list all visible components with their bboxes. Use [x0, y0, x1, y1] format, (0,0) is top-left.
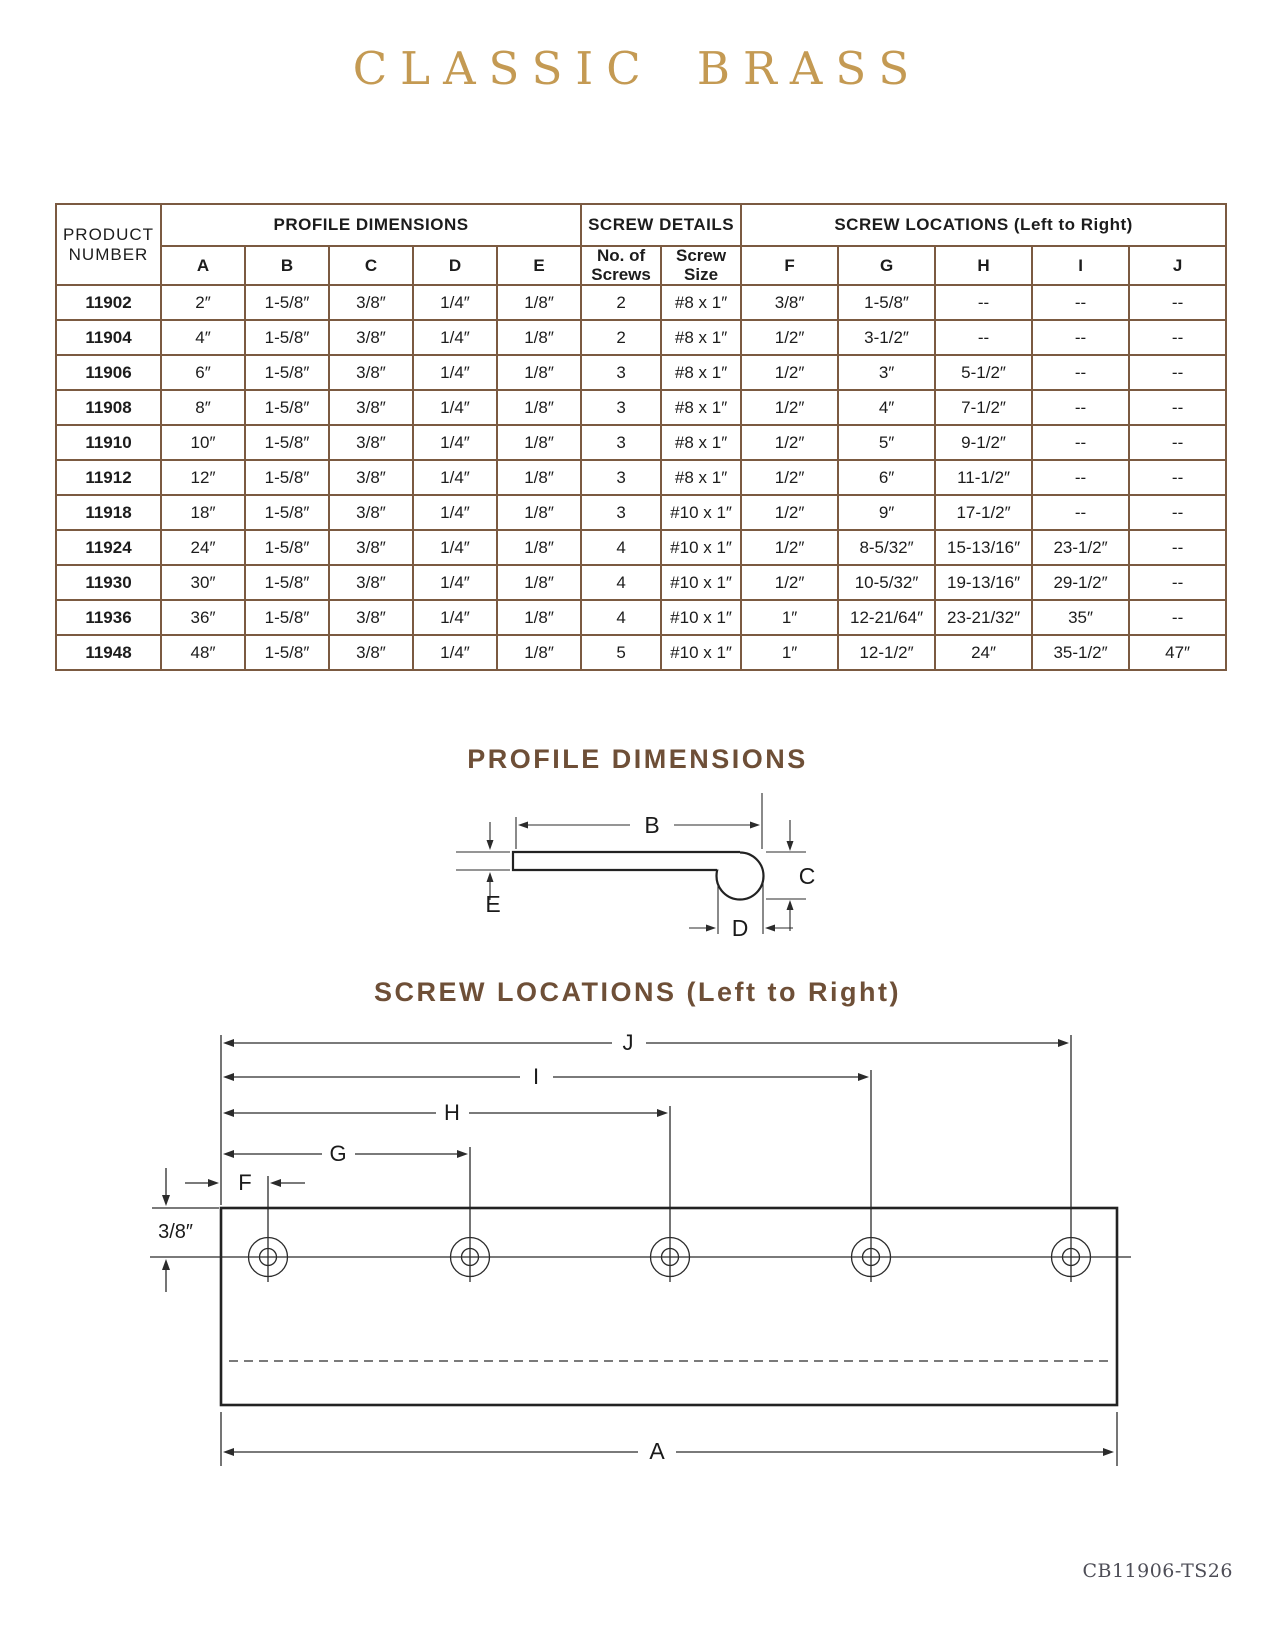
- offset-dim-label: 3/8″: [158, 1221, 193, 1243]
- cell-dim-a: 10″: [161, 425, 245, 460]
- cell-loc-g: 3-1/2″: [838, 320, 935, 355]
- cell-loc-j: --: [1129, 495, 1226, 530]
- cell-loc-h: 19-13/16″: [935, 565, 1032, 600]
- h-arrow-right: [657, 1109, 668, 1117]
- cell-screw-size: #10 x 1″: [661, 600, 741, 635]
- cell-dim-d: 1/4″: [413, 530, 497, 565]
- cell-product-number: 11910: [56, 425, 161, 460]
- cell-dim-c: 3/8″: [329, 390, 413, 425]
- cell-no-of-screws: 5: [581, 635, 661, 670]
- d-arrow-left: [765, 925, 775, 932]
- column-header-no-of-screws: [581, 246, 661, 285]
- cell-loc-h: 23-21/32″: [935, 600, 1032, 635]
- cell-product-number: 11918: [56, 495, 161, 530]
- brand-title: CLASSIC BRASS: [352, 42, 923, 95]
- e-arrow-down: [487, 840, 494, 850]
- table-row: [56, 390, 1226, 425]
- cell-loc-g: 1-5/8″: [838, 285, 935, 320]
- product-header-line1: PRODUCT: [62, 225, 155, 245]
- cell-dim-e: 1/8″: [497, 355, 581, 390]
- cell-loc-j: --: [1129, 460, 1226, 495]
- table-column-header-row: [56, 246, 1226, 285]
- j-arrow-left: [223, 1039, 234, 1047]
- cell-dim-e: 1/8″: [497, 320, 581, 355]
- cell-screw-size: #10 x 1″: [661, 635, 741, 670]
- cell-product-number: 11948: [56, 635, 161, 670]
- cell-dim-d: 1/4″: [413, 320, 497, 355]
- cell-dim-d: 1/4″: [413, 600, 497, 635]
- column-header-c: C: [329, 246, 413, 285]
- cell-loc-j: --: [1129, 285, 1226, 320]
- table-row: [56, 530, 1226, 565]
- b-arrow-right: [750, 822, 760, 829]
- offset-arrow-up: [162, 1259, 170, 1270]
- spec-table-container: [55, 203, 1227, 671]
- column-header-j: J: [1129, 246, 1226, 285]
- cell-loc-h: 17-1/2″: [935, 495, 1032, 530]
- cell-dim-d: 1/4″: [413, 460, 497, 495]
- cell-dim-a: 30″: [161, 565, 245, 600]
- cell-product-number: 11906: [56, 355, 161, 390]
- column-header-b: B: [245, 246, 329, 285]
- cell-loc-f: 1/2″: [741, 425, 838, 460]
- cell-loc-i: --: [1032, 355, 1129, 390]
- cell-dim-c: 3/8″: [329, 495, 413, 530]
- cell-loc-i: --: [1032, 460, 1129, 495]
- table-group-header-row: [56, 204, 1226, 246]
- b-arrow-left: [518, 822, 528, 829]
- column-header-h: H: [935, 246, 1032, 285]
- d-arrow-right: [706, 925, 716, 932]
- screw-dim-h-label: H: [444, 1100, 460, 1125]
- cell-dim-b: 1-5/8″: [245, 565, 329, 600]
- cell-dim-a: 48″: [161, 635, 245, 670]
- cell-loc-g: 6″: [838, 460, 935, 495]
- cell-dim-c: 3/8″: [329, 635, 413, 670]
- table-row: [56, 600, 1226, 635]
- cell-screw-size: #8 x 1″: [661, 425, 741, 460]
- cell-dim-b: 1-5/8″: [245, 635, 329, 670]
- cell-no-of-screws: 3: [581, 495, 661, 530]
- table-row: [56, 565, 1226, 600]
- cell-dim-b: 1-5/8″: [245, 495, 329, 530]
- cell-loc-g: 12-21/64″: [838, 600, 935, 635]
- profile-dim-e-label: E: [485, 891, 501, 917]
- cell-dim-b: 1-5/8″: [245, 285, 329, 320]
- cell-loc-g: 8-5/32″: [838, 530, 935, 565]
- cell-dim-a: 8″: [161, 390, 245, 425]
- cell-loc-j: --: [1129, 565, 1226, 600]
- cell-screw-size: #8 x 1″: [661, 285, 741, 320]
- cell-loc-h: 15-13/16″: [935, 530, 1032, 565]
- cell-dim-e: 1/8″: [497, 600, 581, 635]
- cell-dim-d: 1/4″: [413, 635, 497, 670]
- cell-product-number: 11908: [56, 390, 161, 425]
- cell-dim-d: 1/4″: [413, 565, 497, 600]
- profile-strip-fill: [513, 853, 740, 870]
- profile-dimensions-title: PROFILE DIMENSIONS: [467, 744, 808, 774]
- table-row: [56, 460, 1226, 495]
- cell-loc-j: --: [1129, 600, 1226, 635]
- e-arrow-up: [487, 872, 494, 882]
- cell-screw-size: #8 x 1″: [661, 460, 741, 495]
- screw-locations-title: SCREW LOCATIONS (Left to Right): [374, 977, 901, 1007]
- cell-loc-g: 3″: [838, 355, 935, 390]
- cell-loc-g: 9″: [838, 495, 935, 530]
- cell-loc-g: 4″: [838, 390, 935, 425]
- cell-dim-a: 36″: [161, 600, 245, 635]
- column-header-a: A: [161, 246, 245, 285]
- spec-table: [55, 203, 1227, 671]
- c-arrow-down: [787, 841, 794, 851]
- cell-loc-i: --: [1032, 285, 1129, 320]
- screw-dim-f-label: F: [238, 1170, 252, 1195]
- screw-dim-g-label: G: [329, 1141, 347, 1166]
- cell-product-number: 11930: [56, 565, 161, 600]
- cell-dim-c: 3/8″: [329, 600, 413, 635]
- profile-dim-c-label: C: [798, 863, 816, 889]
- cell-loc-j: --: [1129, 355, 1226, 390]
- cell-loc-i: --: [1032, 425, 1129, 460]
- table-row: [56, 285, 1226, 320]
- cell-dim-c: 3/8″: [329, 460, 413, 495]
- table-row: [56, 495, 1226, 530]
- cell-screw-size: #8 x 1″: [661, 390, 741, 425]
- column-header-g: G: [838, 246, 935, 285]
- cell-loc-j: --: [1129, 390, 1226, 425]
- j-arrow-right: [1058, 1039, 1069, 1047]
- column-header-f: F: [741, 246, 838, 285]
- cell-no-of-screws: 3: [581, 460, 661, 495]
- cell-dim-a: 6″: [161, 355, 245, 390]
- group-header-profile-dimensions: PROFILE DIMENSIONS: [161, 204, 581, 246]
- cell-dim-b: 1-5/8″: [245, 390, 329, 425]
- cell-product-number: 11912: [56, 460, 161, 495]
- profile-dim-d-label: D: [731, 915, 749, 941]
- cell-screw-size: #10 x 1″: [661, 565, 741, 600]
- cell-dim-d: 1/4″: [413, 355, 497, 390]
- cell-loc-f: 3/8″: [741, 285, 838, 320]
- cell-loc-i: 35-1/2″: [1032, 635, 1129, 670]
- h-arrow-left: [223, 1109, 234, 1117]
- column-header-screw-size: [661, 246, 741, 285]
- cell-loc-h: --: [935, 285, 1032, 320]
- cell-screw-size: #8 x 1″: [661, 355, 741, 390]
- cell-dim-a: 18″: [161, 495, 245, 530]
- cell-loc-i: 35″: [1032, 600, 1129, 635]
- cell-dim-e: 1/8″: [497, 425, 581, 460]
- cell-dim-b: 1-5/8″: [245, 460, 329, 495]
- cell-dim-e: 1/8″: [497, 530, 581, 565]
- cell-dim-c: 3/8″: [329, 355, 413, 390]
- product-header-line2: NUMBER: [68, 244, 149, 264]
- cell-dim-d: 1/4″: [413, 425, 497, 460]
- cell-dim-a: 24″: [161, 530, 245, 565]
- cell-loc-h: 7-1/2″: [935, 390, 1032, 425]
- i-arrow-right: [858, 1073, 869, 1081]
- cell-loc-g: 12-1/2″: [838, 635, 935, 670]
- cell-dim-d: 1/4″: [413, 285, 497, 320]
- column-header-e: E: [497, 246, 581, 285]
- cell-product-number: 11936: [56, 600, 161, 635]
- cell-loc-f: 1/2″: [741, 390, 838, 425]
- cell-screw-size: #10 x 1″: [661, 530, 741, 565]
- cell-dim-b: 1-5/8″: [245, 355, 329, 390]
- a-arrow-right: [1103, 1448, 1114, 1456]
- cell-loc-f: 1″: [741, 600, 838, 635]
- cell-loc-i: --: [1032, 320, 1129, 355]
- cell-loc-j: 47″: [1129, 635, 1226, 670]
- cell-loc-f: 1/2″: [741, 460, 838, 495]
- cell-loc-j: --: [1129, 320, 1226, 355]
- c-arrow-up: [787, 900, 794, 910]
- cell-screw-size: #8 x 1″: [661, 320, 741, 355]
- cell-no-of-screws: 2: [581, 320, 661, 355]
- table-row: [56, 320, 1226, 355]
- cell-loc-i: 23-1/2″: [1032, 530, 1129, 565]
- cell-loc-j: --: [1129, 425, 1226, 460]
- cell-loc-i: 29-1/2″: [1032, 565, 1129, 600]
- cell-loc-f: 1/2″: [741, 355, 838, 390]
- cell-loc-h: 24″: [935, 635, 1032, 670]
- g-arrow-left: [223, 1150, 234, 1158]
- cell-loc-f: 1/2″: [741, 565, 838, 600]
- no-of-screws-line1: No. of: [596, 246, 646, 265]
- footer-document-code: CB11906-TS26: [1082, 1560, 1233, 1582]
- screw-dim-a-label: A: [649, 1438, 665, 1464]
- cell-dim-e: 1/8″: [497, 285, 581, 320]
- cell-dim-e: 1/8″: [497, 635, 581, 670]
- cell-dim-c: 3/8″: [329, 565, 413, 600]
- cell-loc-g: 10-5/32″: [838, 565, 935, 600]
- cell-dim-a: 2″: [161, 285, 245, 320]
- table-row: [56, 635, 1226, 670]
- cell-loc-h: --: [935, 320, 1032, 355]
- cell-loc-h: 9-1/2″: [935, 425, 1032, 460]
- screw-dim-i-label: I: [532, 1064, 540, 1089]
- cell-dim-a: 4″: [161, 320, 245, 355]
- group-header-screw-locations: SCREW LOCATIONS (Left to Right): [741, 204, 1226, 246]
- cell-dim-e: 1/8″: [497, 390, 581, 425]
- cell-loc-f: 1″: [741, 635, 838, 670]
- g-arrow-right: [457, 1150, 468, 1158]
- cell-no-of-screws: 4: [581, 530, 661, 565]
- cell-product-number: 11924: [56, 530, 161, 565]
- cell-dim-c: 3/8″: [329, 425, 413, 460]
- table-row: [56, 425, 1226, 460]
- no-of-screws-line2: Screws: [591, 264, 651, 284]
- screw-size-line2: Size: [684, 264, 719, 284]
- cell-product-number: 11904: [56, 320, 161, 355]
- cell-dim-c: 3/8″: [329, 285, 413, 320]
- cell-dim-a: 12″: [161, 460, 245, 495]
- screw-size-line1: Screw: [676, 246, 727, 265]
- cell-screw-size: #10 x 1″: [661, 495, 741, 530]
- product-number-header: [56, 204, 161, 285]
- cell-no-of-screws: 2: [581, 285, 661, 320]
- cell-loc-j: --: [1129, 530, 1226, 565]
- cell-dim-c: 3/8″: [329, 320, 413, 355]
- a-arrow-left: [223, 1448, 234, 1456]
- cell-dim-e: 1/8″: [497, 460, 581, 495]
- cell-dim-e: 1/8″: [497, 495, 581, 530]
- cell-loc-h: 5-1/2″: [935, 355, 1032, 390]
- screw-dim-j-label: J: [622, 1030, 634, 1055]
- profile-dim-b-label: B: [644, 812, 660, 838]
- offset-arrow-down: [162, 1195, 170, 1206]
- cell-loc-g: 5″: [838, 425, 935, 460]
- cell-loc-f: 1/2″: [741, 530, 838, 565]
- cell-loc-f: 1/2″: [741, 495, 838, 530]
- cell-no-of-screws: 4: [581, 565, 661, 600]
- cell-loc-i: --: [1032, 390, 1129, 425]
- screw-locations-diagram: [140, 1020, 1150, 1480]
- cell-dim-d: 1/4″: [413, 495, 497, 530]
- profile-dimensions-diagram: [437, 783, 837, 945]
- cell-dim-b: 1-5/8″: [245, 530, 329, 565]
- cell-dim-b: 1-5/8″: [245, 425, 329, 460]
- cell-loc-h: 11-1/2″: [935, 460, 1032, 495]
- cell-dim-b: 1-5/8″: [245, 320, 329, 355]
- table-row: [56, 355, 1226, 390]
- cell-loc-f: 1/2″: [741, 320, 838, 355]
- cell-dim-d: 1/4″: [413, 390, 497, 425]
- cell-no-of-screws: 3: [581, 390, 661, 425]
- group-header-screw-details: SCREW DETAILS: [581, 204, 741, 246]
- column-header-d: D: [413, 246, 497, 285]
- cell-no-of-screws: 4: [581, 600, 661, 635]
- i-arrow-left: [223, 1073, 234, 1081]
- cell-dim-c: 3/8″: [329, 530, 413, 565]
- cell-product-number: 11902: [56, 285, 161, 320]
- f-arrow-right: [208, 1179, 219, 1187]
- cell-loc-i: --: [1032, 495, 1129, 530]
- cell-dim-b: 1-5/8″: [245, 600, 329, 635]
- cell-dim-e: 1/8″: [497, 565, 581, 600]
- cell-no-of-screws: 3: [581, 355, 661, 390]
- column-header-i: I: [1032, 246, 1129, 285]
- f-arrow-left: [270, 1179, 281, 1187]
- cell-no-of-screws: 3: [581, 425, 661, 460]
